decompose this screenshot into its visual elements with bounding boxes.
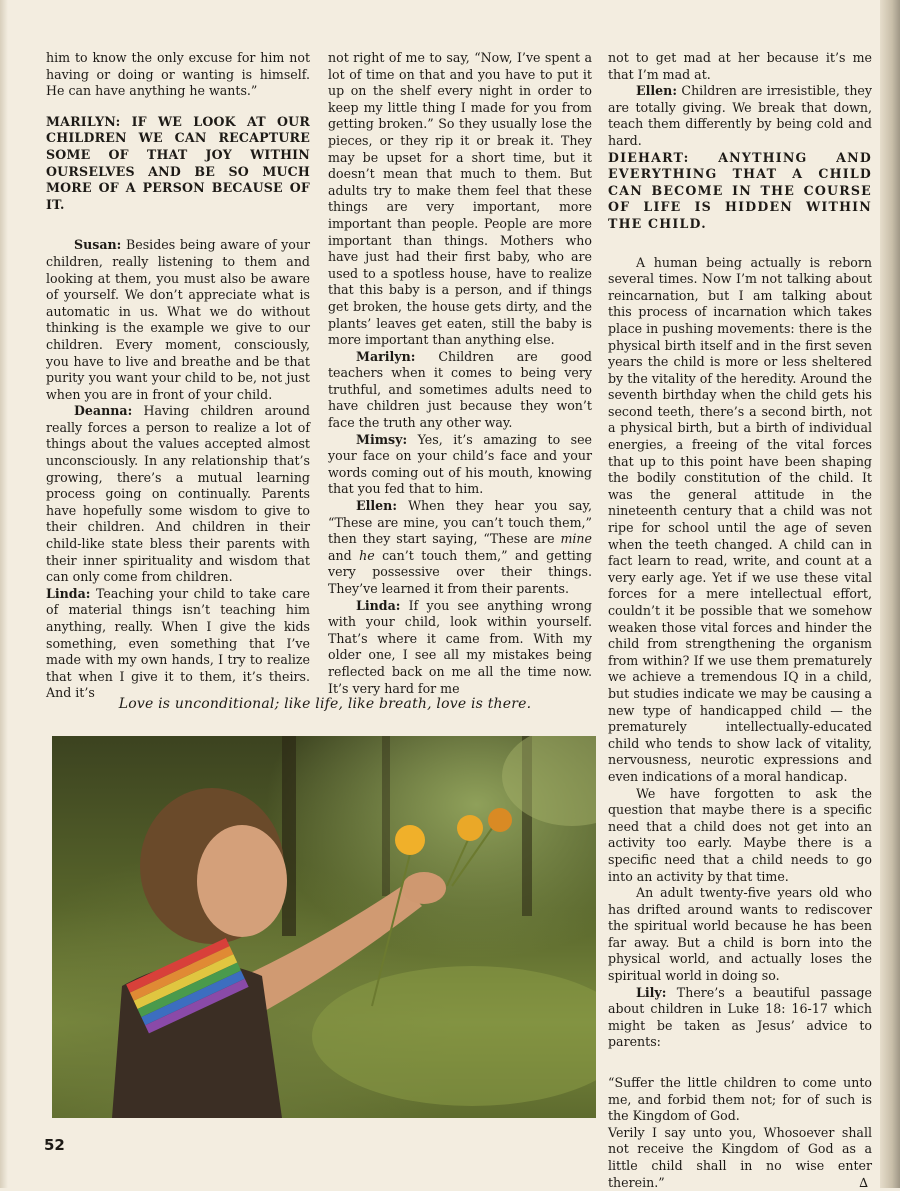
verse-line-1: “Suffer the little children to come unto me, and forbid them not; for of such is the Kingdom of God. — [608, 1075, 872, 1124]
speaker-text: There’s a beautiful passage about children in Luke 18: 16-17 which might be taken as Jesus’ advice to parents: — [608, 984, 872, 1050]
col3-paragraph-continued: not to get mad at her because it’s me that I’m mad at. — [608, 50, 872, 82]
foliage-light — [502, 736, 596, 826]
col1-heading-marilyn: MARILYN: IF WE LOOK AT OUR CHILDREN WE CAN RECAPTURE SOME OF THAT JOY WITHIN OURSELVES AND BE SO MUCH MORE OF A PERSON BECAUSE OF IT. — [46, 113, 310, 212]
speaker-text: If you see anything wrong with your child, look within yourself. That’s where it came from. With my older one, I see all my mistakes being reflected back on me all the time now. It’s very hard for me — [328, 597, 592, 696]
child-face — [197, 825, 287, 937]
column-1 — [46, 50, 310, 702]
speaker-name: Deanna: — [74, 403, 133, 419]
speaker-name: Marilyn: — [356, 348, 416, 364]
verse-line-2 — [608, 1125, 872, 1191]
emphasis-he: he — [359, 547, 375, 563]
pull-quote: Love is unconditional; like life, like breath, love is there. — [118, 696, 532, 712]
tree-trunk — [282, 736, 296, 936]
speaker-name: Mimsy: — [356, 431, 408, 447]
speaker-text: and — [328, 547, 360, 563]
speaker-name: Linda: — [356, 597, 401, 613]
col2-paragraph-linda — [328, 598, 592, 698]
page-number: 52 — [44, 1136, 65, 1154]
photo-illustration — [52, 736, 596, 1118]
bible-verse — [608, 1075, 872, 1191]
speaker-text: can’t touch them,” and getting very possessive over their things. They’ve learned it from their parents. — [328, 547, 592, 596]
column-3 — [608, 50, 872, 1191]
dandelion-flower — [488, 808, 512, 832]
col2-paragraph-mimsy — [328, 432, 592, 498]
speaker-text: When they hear you say, “These are mine, you can’t touch them,” then they start saying, “These are — [328, 498, 592, 547]
speaker-text: Children are irresistible, they are totally giving. We break that down, teach them differently by being cold and hard. — [608, 83, 872, 148]
speaker-name: Ellen: — [636, 83, 677, 99]
col3-paragraph-lily — [608, 985, 872, 1051]
speaker-name: Ellen: — [356, 498, 397, 514]
speaker-name: Lily: — [636, 984, 667, 1000]
col1-paragraph-continued: him to know the only excuse for him not having or doing or wanting is himself. He can have anything he wants.” — [46, 50, 310, 99]
photo-child-with-dandelions — [52, 736, 596, 1118]
speaker-text: Teaching your child to take care of material things isn’t teaching him anything, really. When I give the kids something, even something that I’ve made with my own hands, I try to realize that when I give it to them, it’s theirs. And it’s — [46, 585, 310, 701]
page-edge-shadow — [880, 0, 900, 1188]
speaker-text: Having children around really forces a person to realize a lot of things about the values accepted almost unconsciously. In any relationship that’s growing, there’s a mutual learning process going on continually. Parents have hopefully some wisdom to give to their children. And children in their child-like state bless their parents with their inner spirituality and wisdom that can only come from children. — [46, 403, 310, 585]
child-hand — [402, 872, 446, 904]
col3-paragraph-rebirth: A human being actually is reborn several times. Now I’m not talking about reincarnation, but I am talking about this process of incarnation which takes place in pushing movements: there is the physical birth itself and in the first seven years the child is more or less sheltered by the vitality of the heredity. Around the seventh birthday when the child gets his second teeth, there’s a second birth, not a physical birth, but a birth of individual energies, a freeing of the vital forces that up to this point have been shaping the bodily constitution of the child. It was the general attitude in the nineteenth century that a child was not ripe for school until the age of seven when the teeth changed. A child can in fact learn to read, write, and count at a very early age. Yet if we use these vital forces for a mere intellectual effort, couldn’t it be possible that we somehow weaken those vital forces and hinder the child from strengthening the organism from within? If we use them prematurely we achieve a tremendous IQ in a child, but studies indicate we may be causing a new type of handicapped child — the prematurely intellectually-educated child who tends to show lack of vitality, nervousness, neurotic expressions and even indications of a moral handicap. — [608, 254, 872, 784]
col2-paragraph-continued: not right of me to say, “Now, I’ve spent a lot of time on that and you have to put it up on the shelf every night in order to keep my little thing I made for you from getting broken.” So they usually lose the pieces, or they rip it or break it. They may be upset for a short time, but it doesn’t mean that much to them. But adults try to make them feel that these things are very important, more important than people. People are more important than things. Mothers who have just had their first baby, who are used to a spotless house, have to realize that this baby is a person, and if things get broken, the house gets dirty, and the plants’ leaves get eaten, still the baby is more important than anything else. — [328, 50, 592, 348]
col1-paragraph-linda — [46, 586, 310, 702]
dandelion-flower — [395, 825, 425, 855]
col1-paragraph-susan — [46, 237, 310, 403]
column-2 — [328, 50, 592, 697]
speaker-text: Besides being aware of your children, really listening to them and looking at them, you must also be aware of yourself. We don’t appreciate what is automatic in us. What we do without thinking is the example we give to our children. Every moment, consciously, you have to live and breathe and be that purity you want your child to be, not just when you are in front of your child. — [46, 237, 310, 402]
speaker-name: Susan: — [74, 237, 122, 253]
col3-paragraph-specific-need: We have forgotten to ask the question that maybe there is a specific need that a child does not get into an activity too early. Maybe there is a specific need that a child needs to go into an activity by that time. — [608, 785, 872, 884]
col3-paragraph-ellen — [608, 83, 872, 149]
end-mark-triangle-icon: ∆ — [859, 1174, 868, 1190]
speaker-name: Linda: — [46, 585, 91, 601]
col2-paragraph-marilyn — [328, 349, 592, 432]
speaker-text: Children are good teachers when it comes to being very truthful, and sometimes adults need to have children just because they won’t face the truth any other way. — [328, 348, 592, 431]
emphasis-mine: mine — [560, 531, 592, 547]
speaker-text: Yes, it’s amazing to see your face on your child’s face and your words coming out of his mouth, knowing that you fed that to him. — [328, 431, 592, 497]
verse-line-2-text: Verily I say unto you, Whosoever shall not receive the Kingdom of God as a little child shall in no wise enter therein.” — [608, 1124, 872, 1190]
tree-trunk — [382, 736, 390, 896]
dandelion-flower — [457, 815, 483, 841]
col3-paragraph-adult: An adult twenty-five years old who has drifted around wants to rediscover the spiritual world because he has been far away. But a child is born into the physical world, and actually loses the spiritual world in doing so. — [608, 885, 872, 984]
col2-paragraph-ellen — [328, 498, 592, 598]
grass-patch — [312, 966, 596, 1106]
page-binding-shadow — [0, 0, 8, 1188]
col3-heading-diehart: DIEHART: ANYTHING AND EVERYTHING THAT A CHILD CAN BECOME IN THE COURSE OF LIFE IS HIDDEN WITHIN THE CHILD. — [608, 149, 872, 231]
col1-paragraph-deanna — [46, 403, 310, 586]
